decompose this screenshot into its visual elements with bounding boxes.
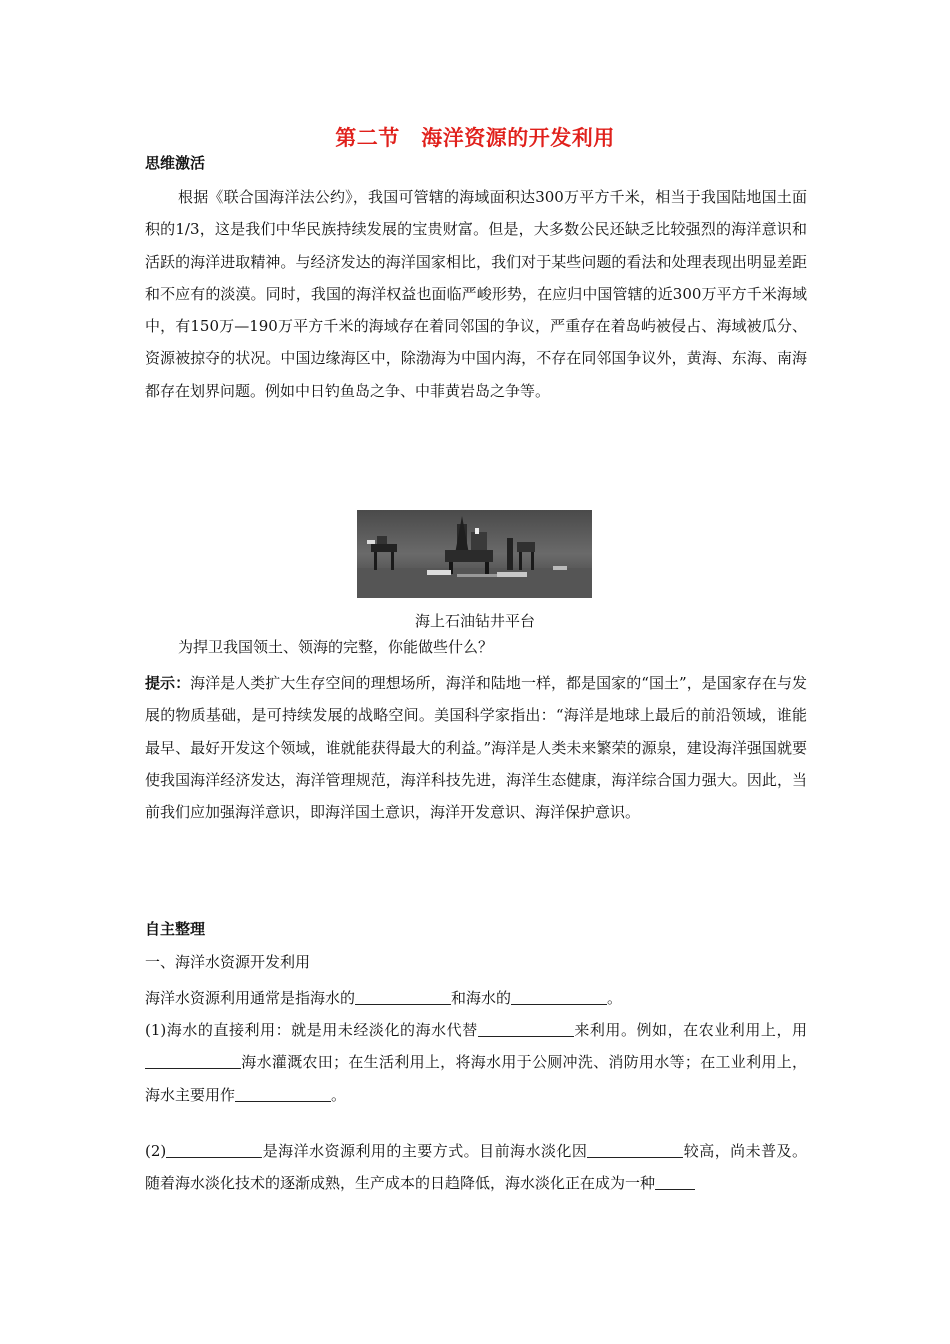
fill2-text-b: 来利用。例如，在农业利用上，用 — [573, 1021, 807, 1039]
question-text: 为捍卫我国领土、领海的完整，你能做些什么？ — [178, 638, 494, 656]
answer-blank[interactable] — [587, 1142, 683, 1158]
fill-in-paragraph-3 — [145, 1135, 807, 1200]
hint-paragraph — [145, 667, 807, 828]
answer-blank[interactable] — [511, 989, 607, 1005]
fill1-text-b: 和海水的 — [451, 989, 512, 1007]
answer-blank[interactable] — [145, 1053, 241, 1069]
fill3-text-a: (2) — [145, 1142, 167, 1160]
fill2-text-c: 海水灌溉农田；在生活利用上，将海水用于公厕冲洗、消防用水等；在工业利用上，海水主要用作 — [145, 1053, 807, 1104]
page-title: 第二节 海洋资源的开发利用 — [335, 125, 615, 150]
answer-blank[interactable] — [478, 1021, 574, 1037]
answer-blank[interactable] — [655, 1174, 695, 1190]
hint-label: 提示： — [145, 674, 191, 692]
answer-blank[interactable] — [166, 1142, 262, 1158]
fill1-text-c: 。 — [607, 989, 623, 1007]
fill3-text-c: 较高，尚未普及。随着海水淡化技术的逐渐成熟，生产成本的日趋降低，海水淡化正在成为一种 — [145, 1142, 807, 1193]
intro-paragraph: 根据《联合国海洋法公约》，我国可管辖的海域面积达300万平方千米，相当于我国陆地国土面积的1/3，这是我们中华民族持续发展的宝贵财富。但是，大多数公民还缺乏比较强烈的海洋意识和活跃的海洋进取精神。与经济发达的海洋国家相比，我们对于某些问题的看法和处理表现出明显差距和不应有的淡漠。同时，我国的海洋权益也面临严峻形势，在应归中国管辖的近300万平方千米海域中，有150万—190万平方千米的海域存在着同邻国的争议，严重存在着岛屿被侵占、海域被瓜分、资源被掠夺的状况。中国边缘海区中，除渤海为中国内海，不存在同邻国争议外，黄海、东海、南海都存在划界问题。例如中日钓鱼岛之争、中菲黄岩岛之争等。 — [145, 188, 807, 400]
fill2-text-d: 。 — [331, 1085, 347, 1104]
fill2-text-a: (1)海水的直接利用：就是用未经淡化的海水代替 — [145, 1021, 478, 1039]
photo-caption: 海上石油钻井平台 — [414, 612, 535, 630]
fill-in-paragraph-2 — [145, 1014, 807, 1111]
oil-platform-photo — [357, 510, 592, 598]
fill3-text-b: 是海洋水资源利用的主要方式。目前海水淡化因 — [262, 1142, 588, 1160]
section-heading-self-study: 自主整理 — [145, 920, 206, 938]
subsection-heading-water-resources: 一、海洋水资源开发利用 — [145, 953, 311, 971]
answer-blank[interactable] — [235, 1086, 331, 1102]
answer-blank[interactable] — [355, 989, 451, 1005]
hint-text: 海洋是人类扩大生存空间的理想场所，海洋和陆地一样，都是国家的“国土”，是国家存在与发展的物质基础，是可持续发展的战略空间。美国科学家指出：“海洋是地球上最后的前沿领域，谁能最早、最好开发这个领域，谁就能获得最大的利益。”海洋是人类未来繁荣的源泉，建设海洋强国就要使我国海洋经济发达，海洋管理规范，海洋科技先进，海洋生态健康，海洋综合国力强大。因此，当前我们应加强海洋意识，即海洋国土意识，海洋开发意识、海洋保护意识。 — [145, 674, 807, 822]
oil-platform-image — [357, 510, 592, 598]
section-heading-thinking: 思维激活 — [145, 154, 206, 172]
fill1-text-a: 海洋水资源利用通常是指海水的 — [145, 989, 356, 1007]
fill-in-sentence-1 — [145, 987, 622, 1008]
